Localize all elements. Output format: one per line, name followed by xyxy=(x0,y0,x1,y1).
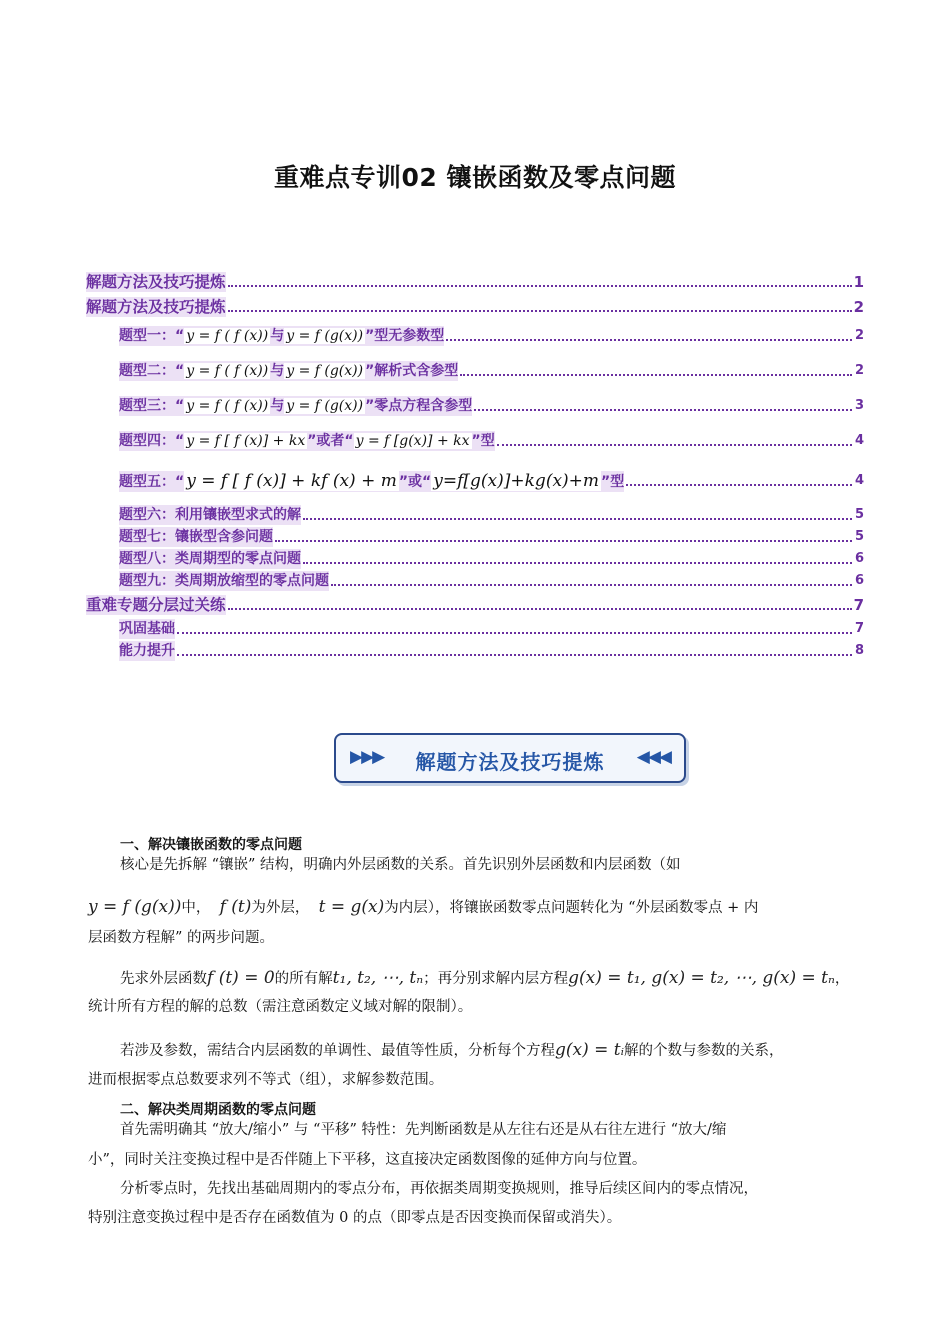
banner-title: 解题方法及技巧提炼 xyxy=(415,750,605,774)
toc-entry-type-7[interactable] xyxy=(0,527,950,547)
toc-leader xyxy=(303,518,852,520)
toc-entry-basic[interactable] xyxy=(0,619,950,639)
toc-label: 题型五：“ y = f [ f (x)] + kf (x) + m ”或“ y=f[g(x)]+kg(x)+m ”型 xyxy=(119,471,625,491)
section-banner xyxy=(334,733,686,783)
toc-label: 巩固基础 xyxy=(119,621,175,637)
toc-entry-type-5[interactable] xyxy=(0,471,950,491)
toc-label: 题型三：“ y = f ( f (x)) 与 y = f (g(x)) ”零点方程含参型 xyxy=(119,398,473,414)
paragraph-2-line-1: 先求外层函数f (t) = 0的所有解t₁, t₂, ⋯, tₙ；再分别求解内层方程g(x) = t₁, g(x) = t₂, ⋯, g(x) = tₙ， xyxy=(120,968,850,988)
toc-entry-type-6[interactable] xyxy=(0,505,950,525)
toc-page-number: 3 xyxy=(854,398,864,413)
toc-entry-type-1[interactable] xyxy=(0,326,950,346)
paragraph-4-line-1: 首先需明确其 “放大/缩小” 与 “平移” 特性：先判断函数是从左往右还是从右往左进行 “放大/缩 xyxy=(120,1122,727,1138)
toc-leader xyxy=(228,608,852,610)
toc-entry-methods-2[interactable] xyxy=(0,297,950,317)
toc-page-number: 4 xyxy=(854,473,864,488)
section-heading-1: 一、解决镶嵌函数的零点问题 xyxy=(120,837,302,853)
toc-label: 题型二：“ y = f ( f (x)) 与 y = f (g(x)) ”解析式含参型 xyxy=(119,363,459,379)
toc-page-number: 7 xyxy=(853,596,864,614)
toc-label: 能力提升 xyxy=(119,643,175,659)
toc-label: 题型一：“ y = f ( f (x)) 与 y = f (g(x)) ”型无参数型 xyxy=(119,328,445,344)
toc-leader xyxy=(275,540,852,542)
right-arrows-icon: ▶▶▶ xyxy=(350,747,384,767)
toc-page-number: 6 xyxy=(854,551,864,566)
toc-page-number: 4 xyxy=(854,433,864,448)
toc-page-number: 2 xyxy=(854,328,864,343)
paragraph-5-line-2: 特别注意变换过程中是否存在函数值为 0 的点（即零点是否因变换而保留或消失）。 xyxy=(88,1210,622,1226)
toc-entry-practice[interactable] xyxy=(0,595,950,615)
toc-page-number: 8 xyxy=(854,643,864,658)
toc-entry-advanced[interactable] xyxy=(0,641,950,661)
toc-leader xyxy=(446,339,852,341)
toc-page-number: 5 xyxy=(854,507,864,522)
paragraph-4-line-2: 小”，同时关注变换过程中是否伴随上下平移，这直接决定函数图像的延伸方向与位置。 xyxy=(88,1152,647,1168)
toc-entry-type-8[interactable] xyxy=(0,549,950,569)
toc-label: 解题方法及技巧提炼 xyxy=(86,273,226,291)
toc-page-number: 6 xyxy=(854,573,864,588)
toc-leader xyxy=(303,562,852,564)
toc-leader xyxy=(474,409,852,411)
toc-label: 题型六：利用镶嵌型求式的解 xyxy=(119,507,301,523)
toc-page-number: 5 xyxy=(854,529,864,544)
toc-entry-type-2[interactable] xyxy=(0,361,950,381)
toc-leader xyxy=(497,444,852,446)
toc-page-number: 2 xyxy=(853,298,864,316)
toc-page-number: 7 xyxy=(854,621,864,636)
page-title: 重难点专训02 镶嵌函数及零点问题 xyxy=(274,163,676,192)
paragraph-1-line-1: 核心是先拆解 “镶嵌” 结构，明确内外层函数的关系。首先识别外层函数和内层函数（如 xyxy=(120,857,681,873)
paragraph-1-line-3: 层函数方程解” 的两步问题。 xyxy=(88,930,275,946)
paragraph-3-line-1: 若涉及参数，需结合内层函数的单调性、最值等性质，分析每个方程g(x) = tᵢ解的个数与参数的关系， xyxy=(120,1040,784,1060)
paragraph-1-line-2: y = f (g(x))中， f (t)为外层， t = g(x)为内层），将镶嵌函数零点问题转化为 “外层函数零点 + 内 xyxy=(88,897,759,917)
paragraph-2-line-2: 统计所有方程的解的总数（需注意函数定义域对解的限制）。 xyxy=(88,999,473,1015)
toc-entry-type-9[interactable] xyxy=(0,571,950,591)
left-arrows-icon: ◀◀◀ xyxy=(636,747,670,767)
toc-leader xyxy=(228,285,852,287)
toc-leader xyxy=(228,310,852,312)
toc-page-number: 1 xyxy=(853,273,864,291)
toc-label: 重难专题分层过关练 xyxy=(86,596,226,614)
paragraph-3-line-2: 进而根据零点总数要求列不等式（组），求解参数范围。 xyxy=(88,1072,444,1088)
toc-label: 题型四：“ y = f [ f (x)] + kx ”或者“ y = f [g(x)] + kx ”型 xyxy=(119,433,495,449)
toc-label: 题型九：类周期放缩型的零点问题 xyxy=(119,573,329,589)
toc-leader xyxy=(460,374,852,376)
toc-label: 题型八：类周期型的零点问题 xyxy=(119,551,301,567)
toc-leader xyxy=(177,632,852,634)
toc-label: 解题方法及技巧提炼 xyxy=(86,298,226,316)
toc-leader xyxy=(177,654,852,656)
section-heading-2: 二、解决类周期函数的零点问题 xyxy=(120,1102,316,1118)
paragraph-5-line-1: 分析零点时，先找出基础周期内的零点分布，再依据类周期变换规则，推导后续区间内的零点情况， xyxy=(120,1181,758,1197)
toc-entry-type-4[interactable] xyxy=(0,431,950,451)
toc-label: 题型七：镶嵌型含参问题 xyxy=(119,529,273,545)
toc-entry-type-3[interactable] xyxy=(0,396,950,416)
toc-leader xyxy=(626,484,852,486)
toc-entry-methods-1[interactable] xyxy=(0,272,950,292)
toc-leader xyxy=(331,584,852,586)
toc-page-number: 2 xyxy=(854,363,864,378)
